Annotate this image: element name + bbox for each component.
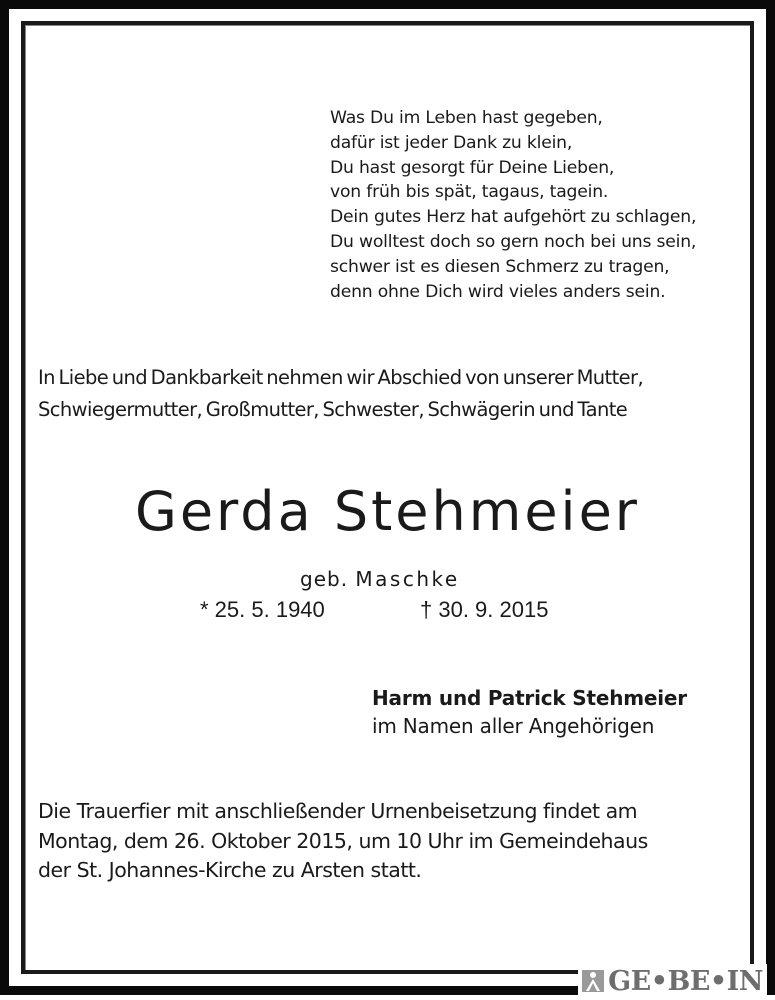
intro-line: In Liebe und Dankbarkeit nehmen wir Abschied von unserer Mutter,: [38, 366, 644, 389]
gebein-figure-icon: [582, 970, 604, 992]
maiden-surname: Maschke: [355, 567, 460, 591]
deceased-name: Gerda Stehmeier: [134, 480, 640, 543]
death-date: † 30. 9. 2015: [420, 597, 549, 622]
memorial-poem: [330, 106, 696, 304]
poem-line: dafür ist jeder Dank zu klein,: [330, 132, 573, 153]
poem-line: denn ohne Dich wird vieles anders sein.: [330, 281, 666, 302]
farewell-intro: [38, 362, 643, 426]
maiden-name: [300, 567, 460, 591]
poem-line: schwer ist es diesen Schmerz zu tragen,: [330, 256, 670, 277]
signer-subline: im Namen aller Angehörigen: [372, 714, 655, 738]
intro-line: Schwiegermutter, Großmutter, Schwester, Schwägerin und Tante: [38, 398, 628, 421]
maiden-prefix: geb.: [300, 567, 349, 591]
logo-text: GE•BE•IN: [608, 965, 763, 997]
poem-line: Dein gutes Herz hat aufgehört zu schlagen,: [330, 207, 697, 228]
poem-line: Was Du im Leben hast gegeben,: [330, 108, 603, 128]
birth-date: * 25. 5. 1940: [200, 597, 325, 622]
funeral-notice: [38, 797, 648, 886]
poem-line: von früh bis spät, tagaus, tagein.: [330, 182, 609, 203]
notice-line: Die Trauerfier mit anschließender Urnenbeisetzung findet am: [38, 799, 638, 823]
signer-names: Harm und Patrick Stehmeier: [372, 686, 687, 710]
notice-line: Montag, dem 26. Oktober 2015, um 10 Uhr im Gemeindehaus: [38, 828, 648, 853]
poem-line: Du hast gesorgt für Deine Lieben,: [330, 157, 615, 178]
poem-line: Du wolltest doch so gern noch bei uns sein,: [330, 231, 697, 252]
notice-line: der St. Johannes-Kirche zu Arsten statt.: [38, 858, 422, 882]
gebein-logo: [578, 964, 767, 998]
